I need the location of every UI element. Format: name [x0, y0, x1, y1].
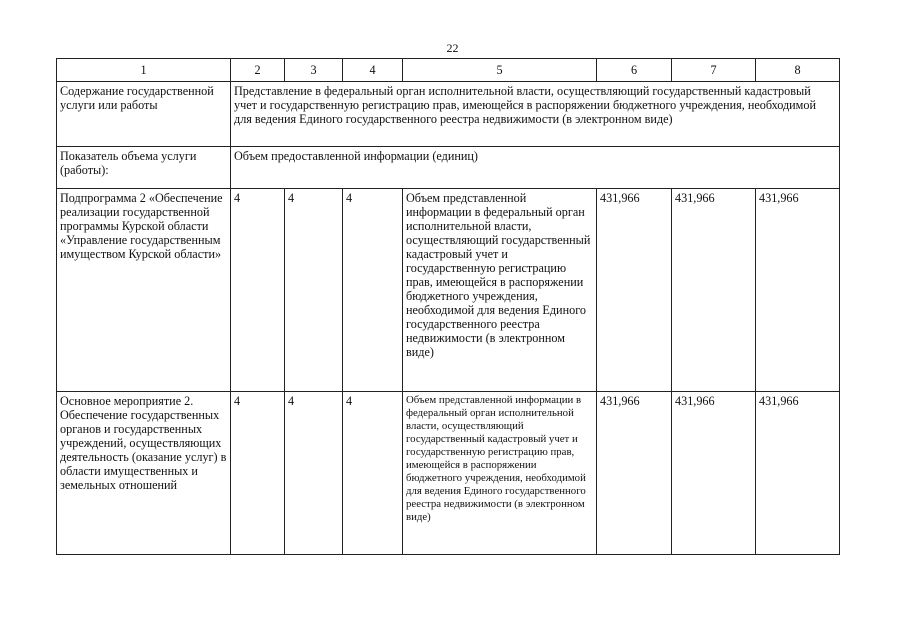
table-cell: 4: [343, 392, 403, 555]
table-cell: Объем представленной информации в федеральный орган исполнительной власти, осуществляющий государственный кадастровый учет и государственную регистрацию прав, имеющейся в распоряжении бюджетного учреждения, необходимой для ведения Единого государственного реестра недвижимости (в электронном виде): [403, 392, 597, 555]
row-label: Содержание государственной услуги или работы: [57, 82, 231, 147]
table-cell: 431,966: [756, 189, 840, 392]
table-cell: 4: [285, 392, 343, 555]
table-cell: 431,966: [672, 392, 756, 555]
table-row-indicator: [57, 147, 840, 189]
table-cell: Объем представленной информации в федеральный орган исполнительной власти, осуществляющий государственный кадастровый учет и государственную регистрацию прав, имеющейся в распоряжении бюджетного учреждения, необходимой для ведения Единого государственного реестра недвижимости (в электронном виде): [403, 189, 597, 392]
column-header: 7: [672, 59, 756, 82]
indicator-text: Объем предоставленной информации (единиц): [231, 147, 840, 189]
table-header-row: [57, 59, 840, 82]
service-content-text: Представление в федеральный орган исполнительной власти, осуществляющий государственный кадастровый учет и государственную регистрацию прав, имеющейся в распоряжении бюджетного учреждения, необходимой для ведения Единого государственного реестра недвижимости (в электронном виде): [231, 82, 840, 147]
table-cell: 431,966: [672, 189, 756, 392]
table-cell: 4: [343, 189, 403, 392]
table-cell: 4: [231, 189, 285, 392]
budget-table: [56, 58, 840, 555]
column-header: 4: [343, 59, 403, 82]
table-row-subprogram: [57, 189, 840, 392]
column-header: 5: [403, 59, 597, 82]
table-cell: 4: [285, 189, 343, 392]
page-number: 22: [446, 41, 459, 55]
table-row-activity: [57, 392, 840, 555]
column-header: 1: [57, 59, 231, 82]
column-header: 6: [597, 59, 672, 82]
row-label: Показатель объема услуги (работы):: [57, 147, 231, 189]
column-header: 2: [231, 59, 285, 82]
table-cell: 431,966: [597, 189, 672, 392]
column-header: 3: [285, 59, 343, 82]
table-cell: 4: [231, 392, 285, 555]
table-cell: 431,966: [756, 392, 840, 555]
table-row-content: [57, 82, 840, 147]
table-cell: 431,966: [597, 392, 672, 555]
row-label: Основное мероприятие 2. Обеспечение государственных органов и государственных учреждений, осуществляющих деятельность (оказание услуг) в области имущественных и земельных отношений: [57, 392, 231, 555]
column-header: 8: [756, 59, 840, 82]
row-label: Подпрограмма 2 «Обеспечение реализации государственной программы Курской области «Управление государственным имуществом Курской области»: [57, 189, 231, 392]
